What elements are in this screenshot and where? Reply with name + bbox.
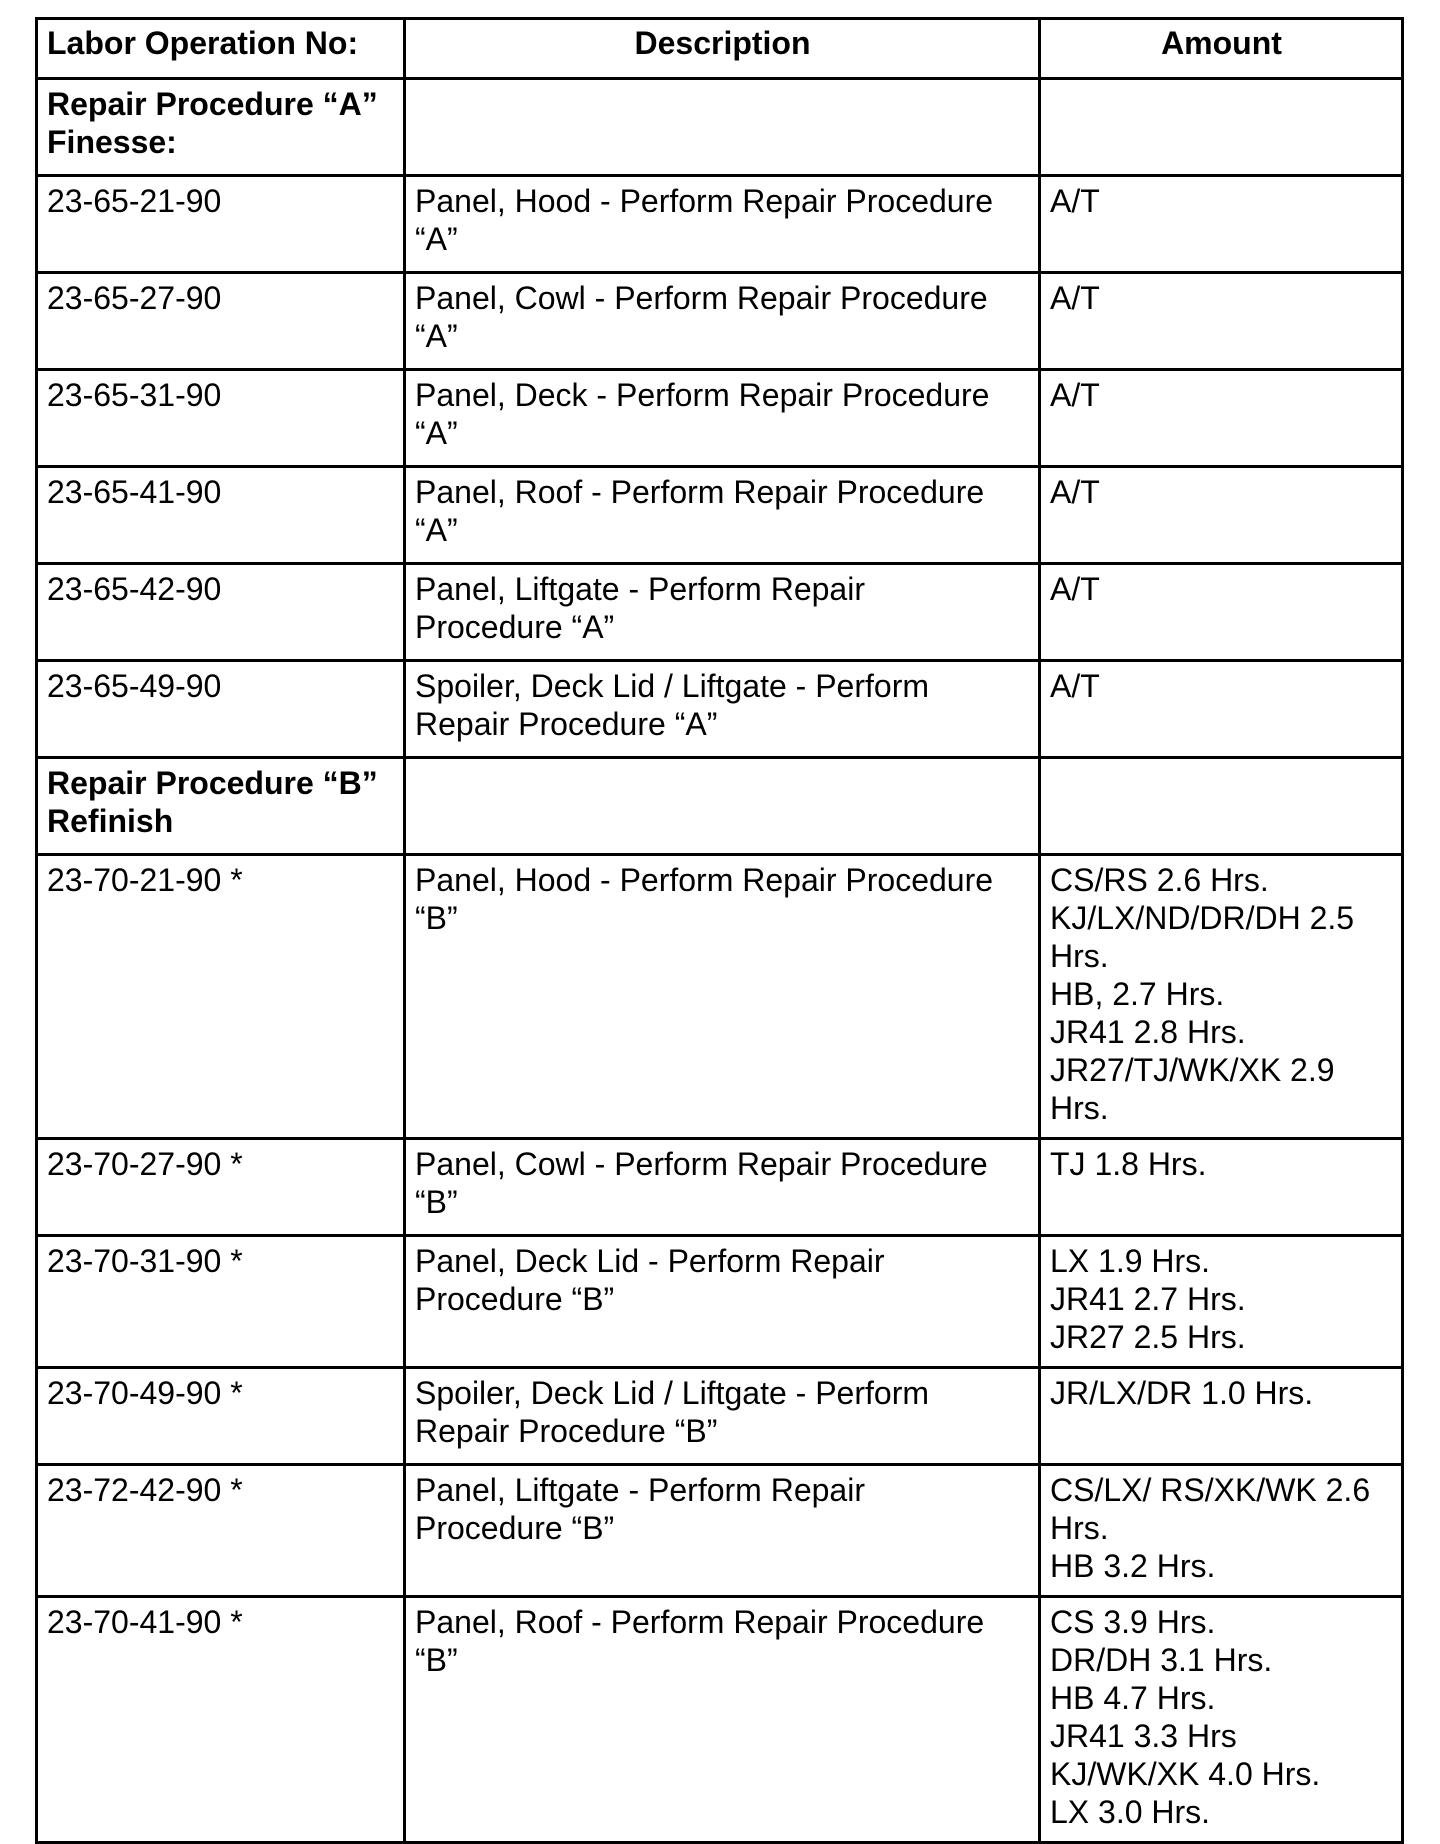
labor-operation-cell: 23-65-31-90 [37, 370, 405, 467]
section-row-procedure-b [37, 758, 1403, 855]
table-row [37, 370, 1403, 467]
section-title: Repair Procedure “B” Refinish [37, 758, 405, 855]
labor-operation-cell: 23-65-49-90 [37, 661, 405, 758]
description-cell: Spoiler, Deck Lid / Liftgate - Perform Repair Procedure “B” [405, 1368, 1040, 1465]
labor-operation-cell: 23-65-42-90 [37, 564, 405, 661]
description-cell: Panel, Cowl - Perform Repair Procedure “B” [405, 1139, 1040, 1236]
amount-cell: A/T [1040, 467, 1403, 564]
header-amount: Amount [1040, 19, 1403, 79]
table-row [37, 273, 1403, 370]
amount-cell: JR/LX/DR 1.0 Hrs. [1040, 1368, 1403, 1465]
labor-operation-cell: 23-65-27-90 [37, 273, 405, 370]
description-cell [405, 79, 1040, 176]
amount-cell: CS/RS 2.6 Hrs. KJ/LX/ND/DR/DH 2.5 Hrs. HB, 2.7 Hrs. JR41 2.8 Hrs. JR27/TJ/WK/XK 2.9 Hrs. [1040, 855, 1403, 1139]
amount-cell: LX 1.9 Hrs. JR41 2.7 Hrs. JR27 2.5 Hrs. [1040, 1236, 1403, 1368]
description-cell: Panel, Liftgate - Perform Repair Procedure “A” [405, 564, 1040, 661]
description-cell: Panel, Hood - Perform Repair Procedure “A” [405, 176, 1040, 273]
header-description: Description [405, 19, 1040, 79]
amount-cell [1040, 79, 1403, 176]
table-row [37, 564, 1403, 661]
amount-cell [1040, 758, 1403, 855]
description-cell: Panel, Deck Lid - Perform Repair Procedure “B” [405, 1236, 1040, 1368]
description-cell: Panel, Deck - Perform Repair Procedure “A” [405, 370, 1040, 467]
amount-cell: CS 3.9 Hrs. DR/DH 3.1 Hrs. HB 4.7 Hrs. JR41 3.3 Hrs KJ/WK/XK 4.0 Hrs. LX 3.0 Hrs. [1040, 1597, 1403, 1843]
description-cell: Panel, Hood - Perform Repair Procedure “B” [405, 855, 1040, 1139]
labor-operation-cell: 23-70-31-90 * [37, 1236, 405, 1368]
table-row [37, 176, 1403, 273]
table-row [37, 661, 1403, 758]
amount-cell: A/T [1040, 661, 1403, 758]
description-cell: Panel, Roof - Perform Repair Procedure “B” [405, 1597, 1040, 1843]
table-row [37, 855, 1403, 1139]
section-title: Repair Procedure “A” Finesse: [37, 79, 405, 176]
amount-cell: TJ 1.8 Hrs. [1040, 1139, 1403, 1236]
description-cell [405, 758, 1040, 855]
description-cell: Panel, Roof - Perform Repair Procedure “A” [405, 467, 1040, 564]
amount-cell: A/T [1040, 564, 1403, 661]
description-cell: Spoiler, Deck Lid / Liftgate - Perform Repair Procedure “A” [405, 661, 1040, 758]
labor-operation-cell: 23-70-21-90 * [37, 855, 405, 1139]
labor-operation-cell: 23-70-27-90 * [37, 1139, 405, 1236]
table-row [37, 1236, 1403, 1368]
section-row-procedure-a [37, 79, 1403, 176]
header-labor-operation: Labor Operation No: [37, 19, 405, 79]
labor-operation-cell: 23-65-41-90 [37, 467, 405, 564]
labor-operation-cell: 23-65-21-90 [37, 176, 405, 273]
table-row [37, 1597, 1403, 1843]
table-row [37, 467, 1403, 564]
amount-cell: A/T [1040, 176, 1403, 273]
table-row [37, 1465, 1403, 1597]
amount-cell: CS/LX/ RS/XK/WK 2.6 Hrs. HB 3.2 Hrs. [1040, 1465, 1403, 1597]
description-cell: Panel, Cowl - Perform Repair Procedure “A” [405, 273, 1040, 370]
amount-cell: A/T [1040, 273, 1403, 370]
table-row [37, 1368, 1403, 1465]
header-row [37, 19, 1403, 79]
amount-cell: A/T [1040, 370, 1403, 467]
labor-operation-cell: 23-70-41-90 * [37, 1597, 405, 1843]
labor-operation-cell: 23-70-49-90 * [37, 1368, 405, 1465]
table-row [37, 1139, 1403, 1236]
description-cell: Panel, Liftgate - Perform Repair Procedure “B” [405, 1465, 1040, 1597]
labor-operations-table [35, 17, 1404, 1844]
labor-operation-cell: 23-72-42-90 * [37, 1465, 405, 1597]
